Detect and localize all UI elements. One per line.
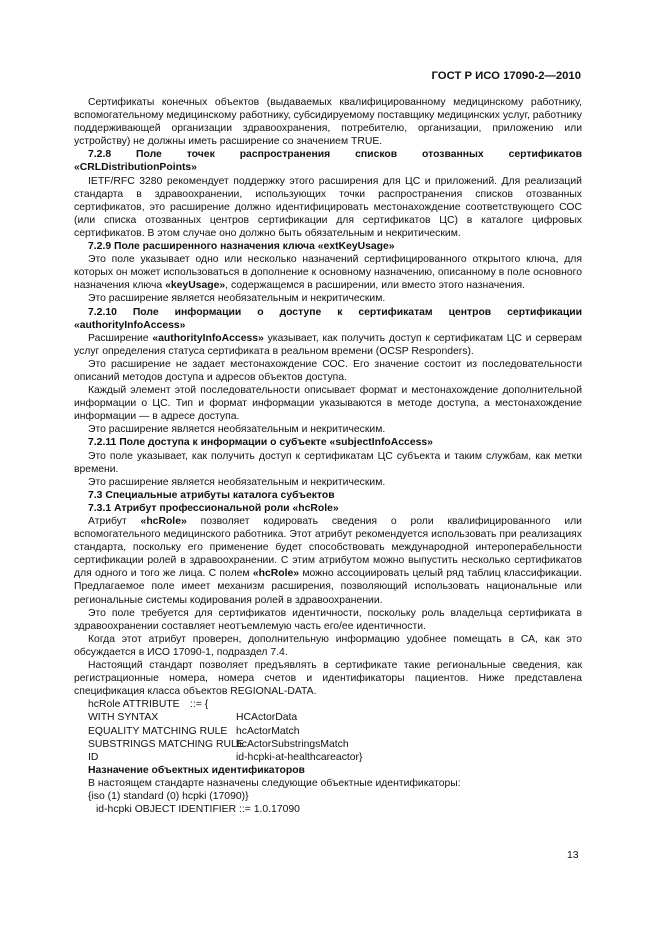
paragraph: Сертификаты конечных объектов (выдаваемых квалифицированному медицинскому работнику, вспомогательному медицинскому работнику, субсидируемому поставщику медицинских услуг, работнику поддерживающей организации здравоохранения, потребителю, организации, приложению или устройству) не должны иметь расширение со значением TRUE. xyxy=(74,97,582,148)
paragraph: Это поле указывает, как получить доступ к сертификатам ЦС субъекта и таким службам, как метки времени. xyxy=(74,450,582,475)
paragraph: Это расширение не задает местонахождение СОС. Его значение состоит из последовательности описаний методов доступа и адресов объектов доступа. xyxy=(74,358,582,383)
code-line: EQUALITY MATCHING RULE hcActorMatch xyxy=(88,725,300,737)
paragraph: Настоящий стандарт позволяет предъявлять в сертификате такие региональные сведения, как регистрационные номера, номера счетов и идентификаторы пациентов. Ниже представлена спецификация класса объектов REGIONAL-DATA. xyxy=(74,660,582,698)
paragraph: Каждый элемент этой последовательности описывает формат и местонахождение дополнительной информации о ЦС. Тип и формат информации указываются в методе доступа, а местонахождение информации — в адресе доступа. xyxy=(74,385,582,423)
code-line: SUBSTRINGS MATCHING RULE hcActorSubstringsMatch xyxy=(88,738,349,750)
section-heading-7-3-1: 7.3.1 Атрибут профессиональной роли «hcRole» xyxy=(88,502,339,514)
paragraph: Это поле требуется для сертификатов идентичности, поскольку роль владельца сертификата в здравоохранении составляет неотъемлемую часть его/ее идентичности. xyxy=(74,607,582,632)
paragraph: Это расширение является необязательным и некритическим. xyxy=(88,476,386,488)
paragraph: Это поле указывает одно или несколько назначений сертифицированного открытого ключа, для которых он может использоваться в дополнение к основному назначению, описанному в поле основного назначения ключа «keyUsage», содержащемся в расширении, или вместо этого назначения. xyxy=(74,254,582,292)
paragraph: Это расширение является необязательным и некритическим. xyxy=(88,424,386,436)
paragraph: Расширение «authorityInfoAccess» указывает, как получить доступ к сертификатам ЦС и серверам услуг определения статуса сертификата в реальном времени (OCSP Responders). xyxy=(74,332,583,357)
page-body xyxy=(74,96,582,816)
section-heading-7-2-10: 7.2.10 Поле информации о доступе к сертификатам центров сертификации xyxy=(88,306,582,318)
oid-line: id-hcpki OBJECT IDENTIFIER ::= 1.0.17090 xyxy=(96,804,300,816)
section-heading-7-2-8-cont: «CRLDistributionPoints» xyxy=(74,162,197,174)
code-line: ID id-hcpki-at-healthcareactor} xyxy=(88,751,363,763)
section-heading-7-3: 7.3 Специальные атрибуты каталога субъектов xyxy=(88,489,335,501)
oid-line: {iso (1) standard (0) hcpki (17090)} xyxy=(88,790,249,802)
paragraph: IETF/RFC 3280 рекомендует поддержку этого расширения для ЦС и приложений. Для реализаций стандарта в здравоохранении, использующих точки распространения списков отозванных сертификатов, это расширение должно идентифицировать местонахождение соответствующего СОС (или списка отозванных центров сертификации для сертификатов ЦС) в каталоге цифровых сертификатов. В этом случае оно должно быть обязательным и некритическим. xyxy=(74,175,582,239)
paragraph: Когда этот атрибут проверен, дополнительную информацию удобнее помещать в СА, как это обсуждается в ИСО 17090-1, подраздел 7.4. xyxy=(74,633,582,658)
paragraph: Это расширение является необязательным и некритическим. xyxy=(88,293,386,305)
section-heading-7-2-10-cont: «authorityInfoAccess» xyxy=(74,319,186,331)
section-heading-7-2-9: 7.2.9 Поле расширенного назначения ключа «extKeyUsage» xyxy=(88,241,395,253)
code-line: hcRole ATTRIBUTE ::= { xyxy=(88,699,209,711)
page-number: 13 xyxy=(567,850,579,861)
paragraph: Атрибут «hcRole» позволяет кодировать сведения о роли квалифицированного или вспомогательного медицинского работника. Этот атрибут рекомендуется использовать при реализациях стандарта, поскольку его применение будет способствовать международной интероперабельности сертификации ролей в здравоохранении. С этим атрибутом можно выпустить несколько сертификатов для одного и того же лица. С полем «hcRole» можно ассоциировать целый ряд таблиц классификации. Предлагаемое поле имеет механизм расширения, позволяющий использовать национальные или региональные системы кодирования ролей в здравоохранении. xyxy=(74,516,582,606)
code-line: WITH SYNTAX HCActorData xyxy=(88,712,298,724)
section-heading-7-2-8: 7.2.8 Поле точек распространения списков отозванных сертификатов xyxy=(88,149,582,161)
document-header: ГОСТ Р ИСО 17090-2—2010 xyxy=(431,70,581,82)
paragraph: В настоящем стандарте назначены следующие объектные идентификаторы: xyxy=(88,777,461,789)
subheading-oid: Назначение объектных идентификаторов xyxy=(88,764,305,776)
section-heading-7-2-11: 7.2.11 Поле доступа к информации о субъекте «subjectInfoAccess» xyxy=(88,437,433,449)
